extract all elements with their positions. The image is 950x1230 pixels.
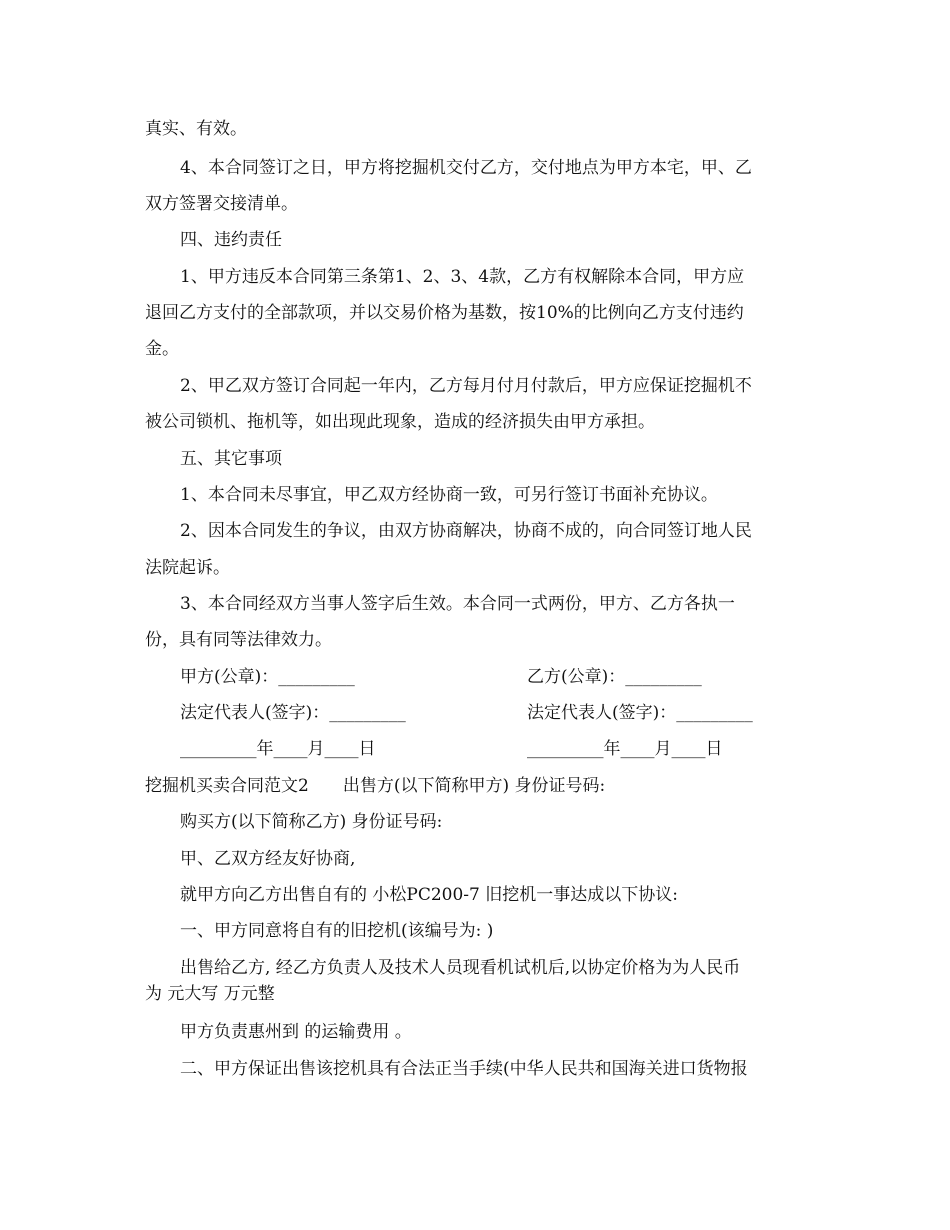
text-line: 金。 bbox=[145, 339, 179, 359]
text-line: 退回乙方支付的全部款项，并以交易价格为基数，按10%的比例向乙方支付违约 bbox=[145, 303, 744, 323]
text-line: 法院起诉。 bbox=[145, 558, 230, 578]
section-heading-breach: 四、违约责任 bbox=[180, 230, 282, 250]
text-line: 就甲方向乙方出售自有的 小松PC200-7 旧挖机一事达成以下协议: bbox=[180, 885, 678, 905]
section-heading-other: 五、其它事项 bbox=[180, 449, 282, 469]
other-clause-2: 2、因本合同发生的争议，由双方协商解决，协商不成的，向合同签订地人民 bbox=[180, 521, 752, 541]
text-line: 出售给乙方, 经乙方负责人及技术人员现看机试机后,以协定价格为为人民币 bbox=[180, 958, 741, 978]
party-b-representative: 法定代表人(签字)：_________ bbox=[527, 703, 753, 723]
text-line: 双方签署交接清单。 bbox=[145, 194, 298, 214]
breach-clause-1: 1、甲方违反本合同第三条第1、2、3、4款，乙方有权解除本合同，甲方应 bbox=[180, 267, 745, 287]
other-clause-1: 1、本合同未尽事宜，甲乙双方经协商一致，可另行签订书面补充协议。 bbox=[180, 485, 718, 505]
party-b-date: _________年____月____日 bbox=[527, 739, 723, 759]
text-line: 甲方负责惠州到 的运输费用 。 bbox=[180, 1022, 412, 1042]
text-line: 甲、乙双方经友好协商, bbox=[180, 849, 356, 869]
other-clause-3: 3、本合同经双方当事人签字后生效。本合同一式两份，甲方、乙方各执一 bbox=[180, 594, 735, 614]
buyer-line: 购买方(以下简称乙方) 身份证号码: bbox=[180, 812, 443, 832]
party-a-seal: 甲方(公章)：_________ bbox=[180, 667, 355, 687]
clause-4: 4、本合同签订之日，甲方将挖掘机交付乙方，交付地点为甲方本宅，甲、乙 bbox=[180, 158, 752, 178]
text-line: 被公司锁机、拖机等，如出现此现象，造成的经济损失由甲方承担。 bbox=[145, 412, 655, 432]
party-b-seal: 乙方(公章)：_________ bbox=[527, 667, 702, 687]
party-a-representative: 法定代表人(签字)：_________ bbox=[180, 703, 406, 723]
text-line: 份，具有同等法律效力。 bbox=[145, 630, 332, 650]
text-line: 为 元大写 万元整 bbox=[145, 984, 275, 1004]
clause-two: 二、甲方保证出售该挖机具有合法正当手续(中华人民共和国海关进口货物报 bbox=[180, 1059, 748, 1079]
breach-clause-2: 2、甲乙双方签订合同起一年内，乙方每月付月付款后，甲方应保证挖掘机不 bbox=[180, 376, 752, 396]
clause-one: 一、甲方同意将自有的旧挖机(该编号为: ) bbox=[180, 921, 494, 941]
party-a-date: _________年____月____日 bbox=[180, 739, 376, 759]
text-line: 真实、有效。 bbox=[145, 119, 247, 139]
contract-2-title: 挖掘机买卖合同范文2 出售方(以下简称甲方) 身份证号码: bbox=[145, 776, 606, 796]
